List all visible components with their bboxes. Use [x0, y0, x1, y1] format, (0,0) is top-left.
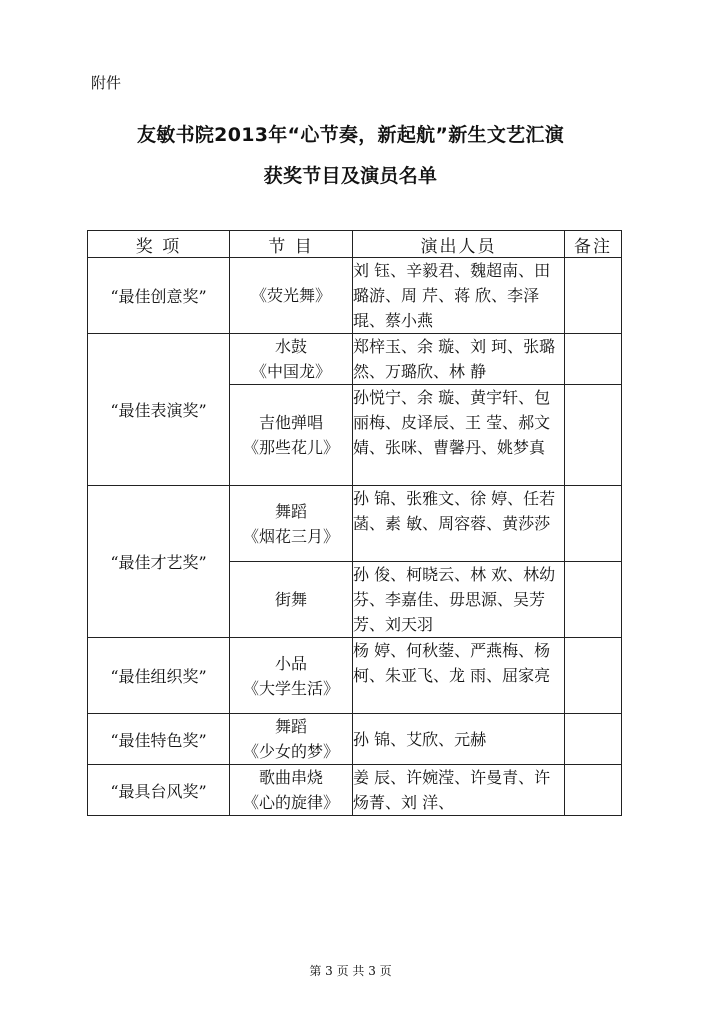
performers-cell: 刘 钰、辛毅君、魏超南、田璐游、周 芹、蒋 欣、李泽琨、蔡小燕	[353, 258, 565, 334]
program-cell	[230, 486, 353, 562]
table-header-row	[88, 231, 622, 258]
note-cell	[565, 385, 622, 486]
note-cell	[565, 562, 622, 638]
award-cell: “最佳组织奖”	[88, 638, 230, 714]
program-type: 舞蹈	[274, 717, 307, 736]
note-cell	[565, 258, 622, 334]
note-cell	[565, 765, 622, 816]
table-row	[88, 714, 622, 765]
performers-cell: 孙 锦、艾欣、元赫	[353, 714, 565, 765]
award-cell: “最佳表演奖”	[88, 334, 230, 486]
note-cell	[565, 486, 622, 562]
program-name: 《中国龙》	[250, 362, 331, 381]
program-cell	[230, 562, 353, 638]
program-type: 小品	[274, 653, 307, 673]
program-name: 《烟花三月》	[242, 526, 339, 546]
program-name: 《少女的梦》	[242, 742, 339, 761]
performers-cell: 孙 锦、张雅文、徐 婷、任若菡、素 敏、周容蓉、黄莎莎	[353, 486, 565, 562]
note-cell	[565, 334, 622, 385]
program-type: 吉他弹唱	[258, 413, 323, 432]
awards-table	[87, 230, 622, 816]
table-row	[88, 258, 622, 334]
program-cell	[230, 765, 353, 816]
performers-cell: 郑梓玉、余 璇、刘 珂、张璐然、万璐欣、林 静	[353, 334, 565, 385]
award-cell: “最佳特色奖”	[88, 714, 230, 765]
program-type: 舞蹈	[274, 501, 307, 521]
document-subtitle: 获奖节目及演员名单	[263, 165, 438, 187]
table-row	[88, 334, 622, 385]
performers-cell: 孙悦宁、余 璇、黄宇轩、包丽梅、皮译辰、王 莹、郝文婧、张咪、曹馨丹、姚梦真	[353, 385, 565, 486]
program-cell	[230, 258, 353, 334]
note-cell	[565, 714, 622, 765]
performers-cell: 孙 俊、柯晓云、林 欢、林幼芬、李嘉佳、毋思源、吴芳芳、刘天羽	[353, 562, 565, 638]
header-award: 奖 项	[88, 231, 230, 258]
program-cell	[230, 334, 353, 385]
document-title: 友敏书院2013年“心节奏，新起航”新生文艺汇演	[136, 124, 565, 146]
program-name: 《荧光舞》	[250, 286, 331, 305]
award-cell: “最具台风奖”	[88, 765, 230, 816]
table-row	[88, 486, 622, 562]
program-name: 《那些花儿》	[242, 438, 339, 457]
award-cell: “最佳创意奖”	[88, 258, 230, 334]
program-cell	[230, 714, 353, 765]
table-row	[88, 638, 622, 714]
header-note: 备注	[565, 231, 622, 258]
program-name: 《心的旋律》	[242, 793, 339, 812]
awards-table-body	[88, 258, 622, 816]
performers-cell: 杨 婷、何秋蓥、严燕梅、杨 柯、朱亚飞、龙 雨、屈家亮	[353, 638, 565, 714]
note-cell	[565, 638, 622, 714]
program-cell	[230, 385, 353, 486]
header-performers: 演出人员	[353, 231, 565, 258]
table-row	[88, 765, 622, 816]
page-footer: 第 3 页 共 3 页	[309, 964, 392, 978]
attachment-label: 附件	[91, 74, 122, 92]
program-name: 街舞	[274, 590, 307, 609]
header-program: 节 目	[230, 231, 353, 258]
performers-cell: 姜 辰、许婉滢、许曼青、许炀菁、刘 洋、	[353, 765, 565, 816]
program-type: 歌曲串烧	[258, 768, 323, 787]
program-name: 《大学生活》	[242, 678, 339, 698]
award-cell: “最佳才艺奖”	[88, 486, 230, 638]
program-type: 水鼓	[274, 337, 307, 356]
program-cell	[230, 638, 353, 714]
